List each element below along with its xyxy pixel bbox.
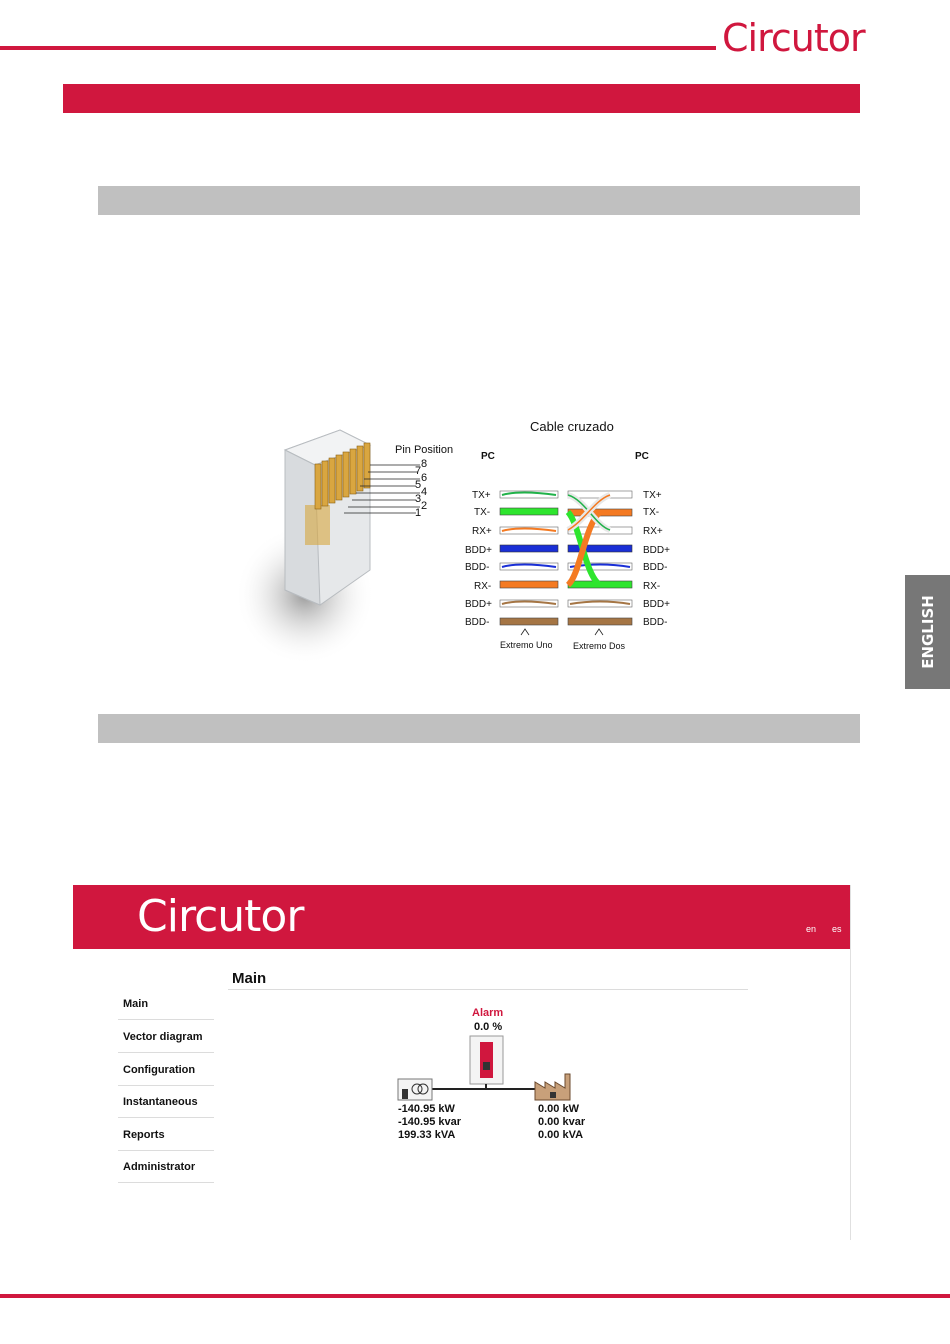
crossover-wires: [568, 495, 610, 585]
right-label: TX+: [643, 490, 662, 501]
factory-icon: [535, 1074, 570, 1100]
pin-label-3: 3: [415, 493, 422, 505]
web-title-rule: [228, 989, 748, 990]
pin-label-5: 5: [415, 479, 422, 491]
brand-logo: Circutor: [722, 16, 865, 60]
right-label: RX-: [643, 581, 661, 592]
section-bar-1: [98, 186, 860, 215]
load-reactive-power: 0.00 kvar: [538, 1116, 586, 1128]
pin-label-2: 2: [421, 500, 428, 512]
menu-item-instantaneous[interactable]: [118, 1085, 214, 1118]
left-labels: [465, 490, 492, 628]
pin-label-8: 8: [421, 458, 428, 470]
pin-label-4: 4: [421, 486, 428, 498]
grid-values: [398, 1103, 461, 1142]
alarm-value: 0.0 %: [474, 1021, 503, 1033]
menu-item-label: Instantaneous: [123, 1096, 198, 1108]
footer-rule: [0, 1294, 950, 1298]
load-apparent-power: 0.00 kVA: [538, 1129, 584, 1141]
left-label: BDD+: [465, 599, 492, 610]
left-label: BDD+: [465, 545, 492, 556]
end-one-label: Extremo Uno: [500, 640, 553, 650]
menu-item-label: Vector diagram: [123, 1031, 203, 1043]
menu-item-reports[interactable]: [118, 1118, 214, 1151]
left-label: TX-: [474, 507, 491, 518]
cable-title: Cable cruzado: [530, 419, 614, 434]
section-bar-2: [98, 714, 860, 743]
menu-item-label: Reports: [123, 1129, 165, 1141]
menu-item-label: Configuration: [123, 1064, 196, 1076]
pin-label-7: 7: [415, 465, 422, 477]
pin-position-label: Pin Position: [395, 444, 454, 456]
left-label: TX+: [472, 490, 491, 501]
menu-item-vector-diagram[interactable]: [118, 1020, 214, 1053]
web-page-title: Main: [232, 970, 267, 987]
rj45-connector-figure: [230, 420, 460, 665]
menu-item-configuration[interactable]: [118, 1053, 214, 1086]
right-label: BDD-: [643, 562, 668, 573]
lang-es-link[interactable]: es: [832, 924, 842, 934]
web-brand-logo: Circutor: [137, 891, 304, 942]
right-label: BDD-: [643, 617, 668, 628]
end-two-label: Extremo Dos: [573, 641, 626, 651]
left-label: RX-: [474, 581, 492, 592]
pin-label-6: 6: [421, 472, 428, 484]
chapter-bar: [63, 84, 860, 113]
pc-left-label: PC: [481, 451, 495, 462]
left-label: RX+: [472, 526, 492, 537]
menu-item-label: Administrator: [123, 1161, 196, 1173]
lang-en-link[interactable]: en: [806, 924, 817, 934]
menu-item-administrator[interactable]: [118, 1150, 214, 1183]
pc-right-label: PC: [635, 451, 649, 462]
right-labels: [643, 490, 670, 628]
menu-item-main[interactable]: [118, 987, 214, 1020]
language-tab[interactable]: [905, 575, 950, 689]
end-markers: [521, 629, 603, 635]
grid-active-power: -140.95 kW: [398, 1103, 455, 1115]
left-label: BDD-: [465, 562, 490, 573]
pin-label-1: 1: [415, 507, 422, 519]
grid-transformer-icon: [398, 1079, 432, 1100]
right-label: RX+: [643, 526, 663, 537]
device-icon: [470, 1036, 503, 1084]
energy-flow-diagram: [395, 1034, 595, 1104]
right-label: BDD+: [643, 599, 670, 610]
menu-item-label: Main: [123, 998, 149, 1010]
header-rule: [0, 46, 716, 50]
alarm-label: Alarm: [472, 1007, 504, 1019]
grid-reactive-power: -140.95 kvar: [398, 1116, 461, 1128]
right-label: BDD+: [643, 545, 670, 556]
left-label: BDD-: [465, 617, 490, 628]
grid-apparent-power: 199.33 kVA: [398, 1129, 456, 1141]
web-header: [73, 885, 850, 949]
left-wires: [500, 491, 558, 625]
crossover-cable-diagram: [460, 415, 690, 660]
load-active-power: 0.00 kW: [538, 1103, 579, 1115]
load-values: [538, 1103, 585, 1142]
right-label: TX-: [643, 507, 660, 518]
language-tab-label: ENGLISH: [918, 595, 937, 669]
